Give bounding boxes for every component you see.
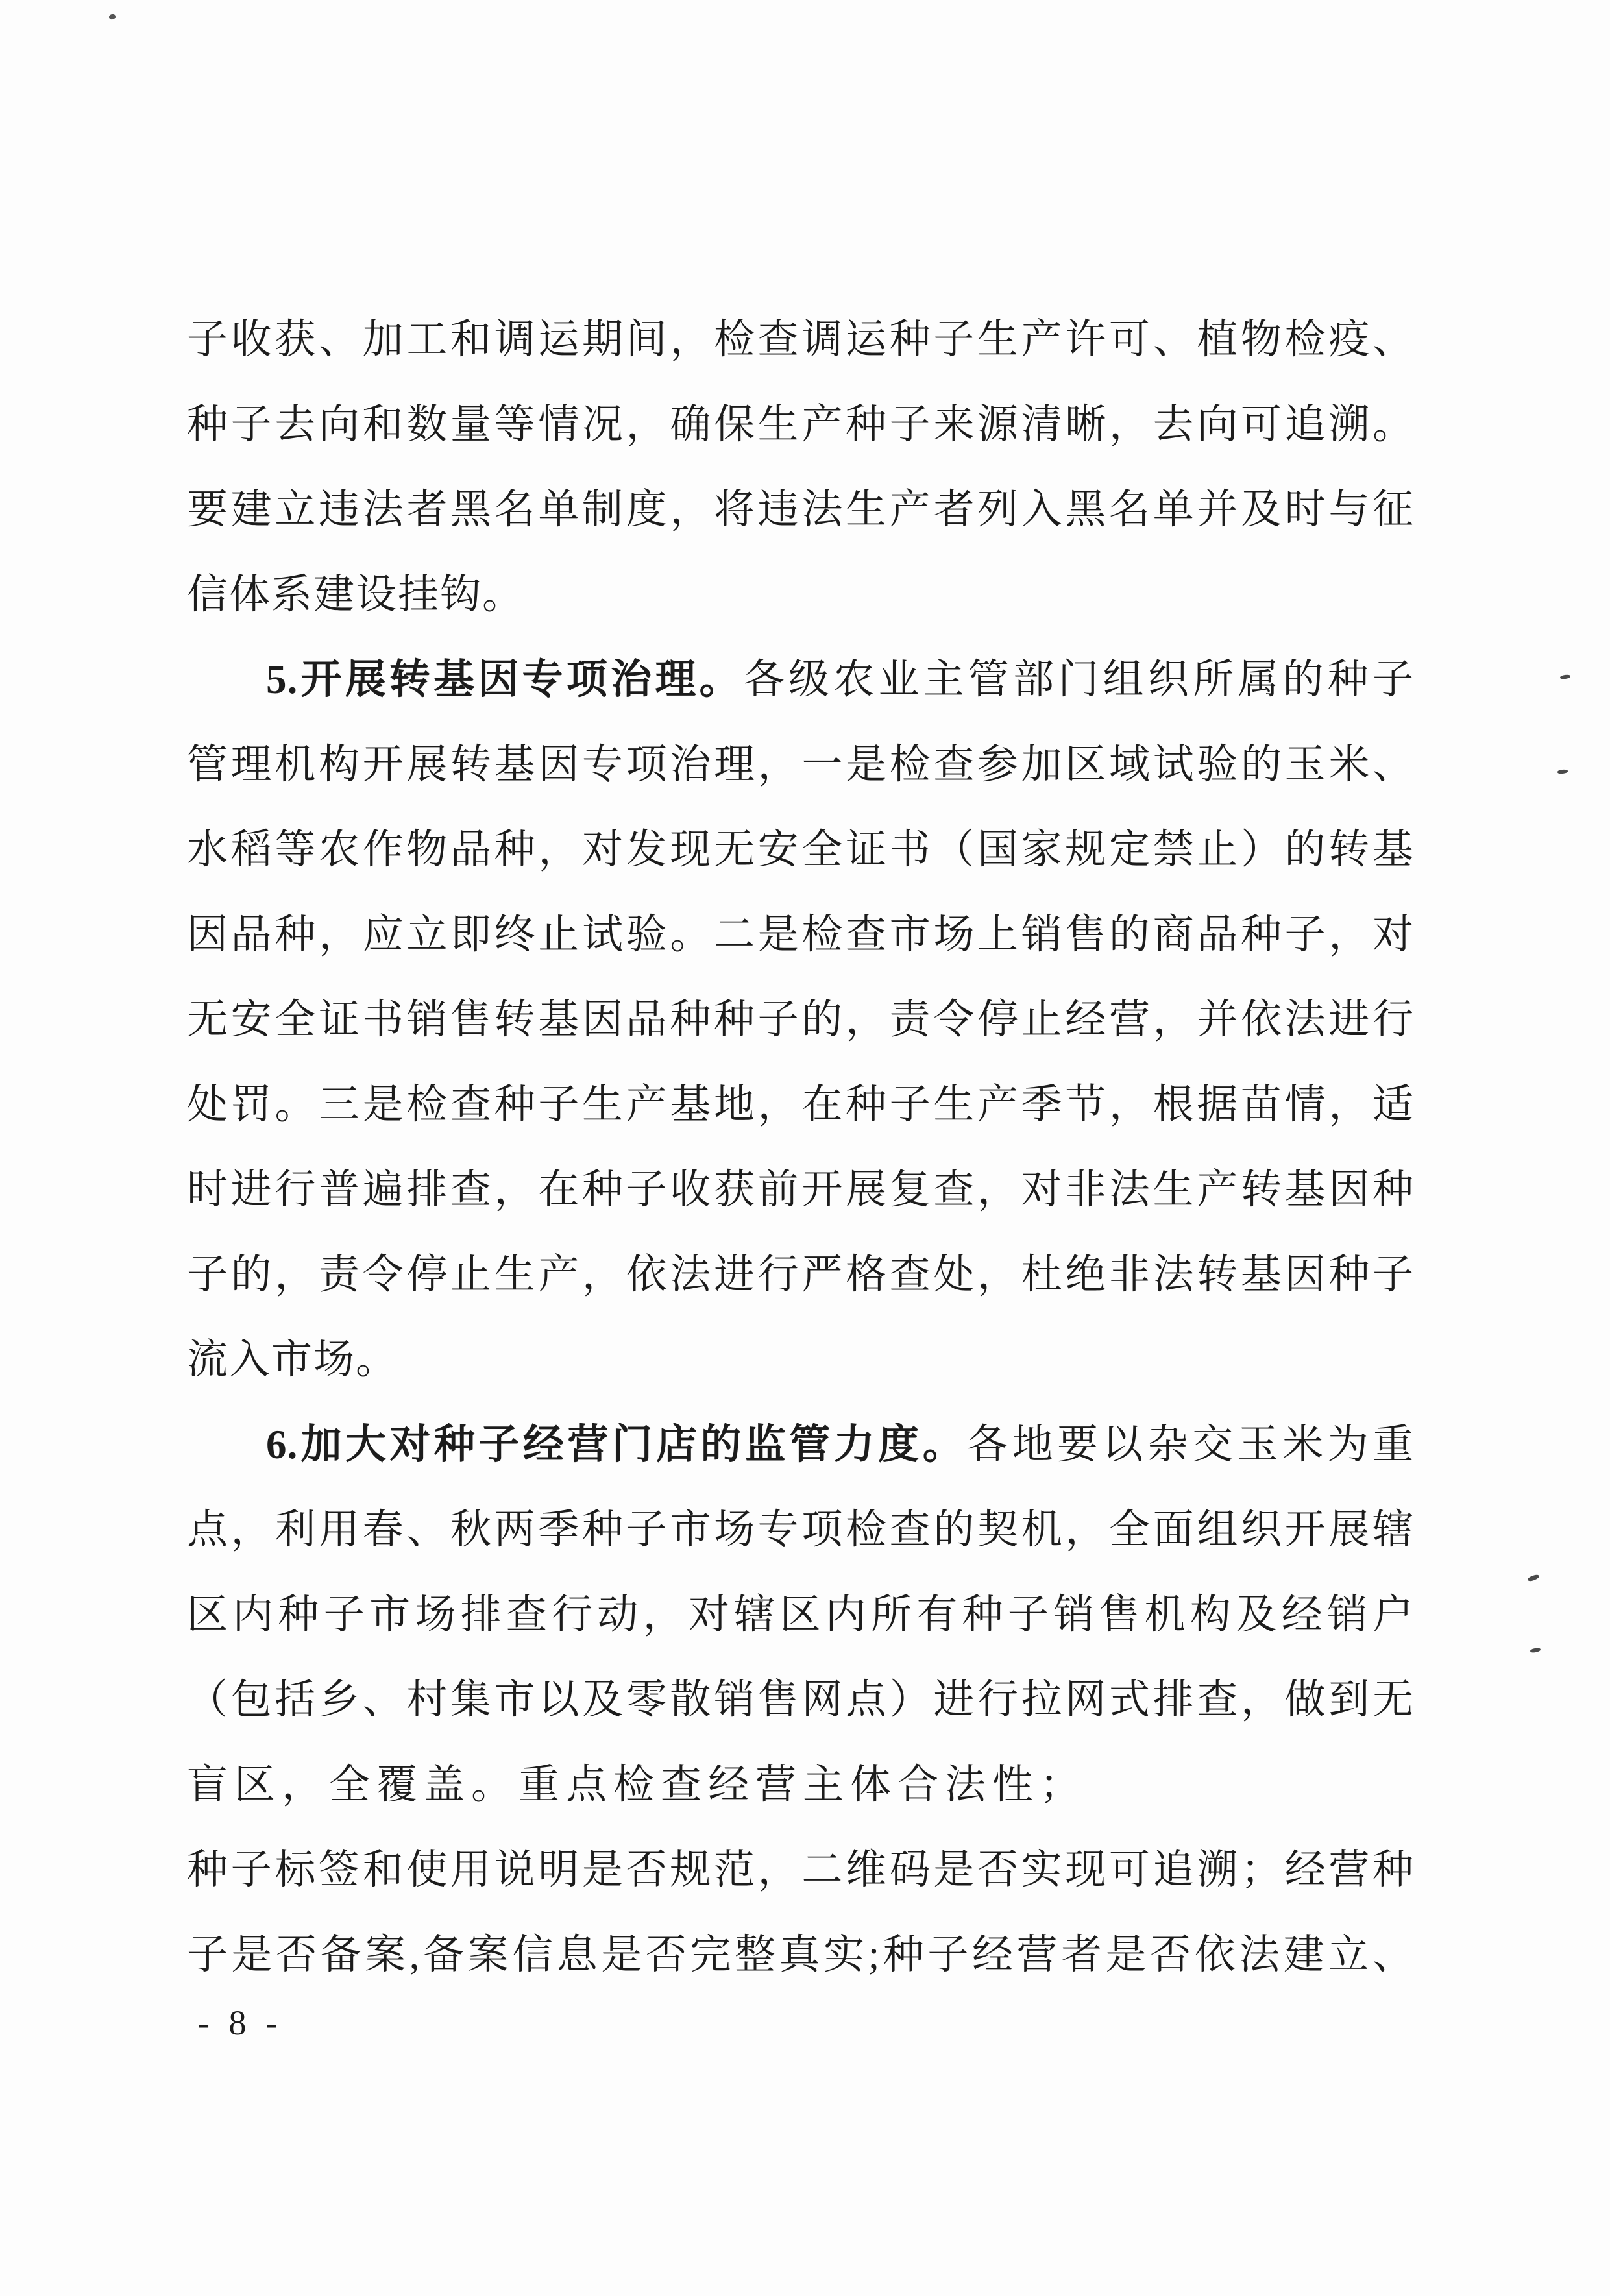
scan-artifact [108,14,116,20]
scan-artifact [1560,674,1571,679]
section-heading-line-6 [187,1402,1415,1487]
text-line: 信体系建设挂钩。 [187,572,524,617]
text-line: 种子去向和数量等情况，确保生产种子来源清晰，去向可追溯。 [187,402,1415,447]
section-5-title: 5.开展转基因专项治理。 [266,657,744,702]
text-line: 点，利用春、秋两季种子市场专项检查的契机，全面组织开展辖 [187,1507,1415,1552]
text-line: 因品种，应立即终止试验。二是检查市场上销售的商品种子，对 [187,912,1415,957]
text-line: 无安全证书销售转基因品种种子的，责令停止经营，并依法进行 [187,997,1415,1042]
text-line: 各级农业主管部门组织所属的种子 [743,657,1415,702]
text-line: 区内种子市场排查行动，对辖区内所有种子销售机构及经销户 [187,1592,1415,1637]
scan-artifact [1527,1574,1539,1582]
text-line: 子的，责令停止生产，依法进行严格查处，杜绝非法转基因种子 [187,1252,1415,1297]
text-line: 子收获、加工和调运期间，检查调运种子生产许可、植物检疫、 [187,317,1415,362]
text-line: 子是否备案,备案信息是否完整真实;种子经营者是否依法建立、 [187,1932,1415,1977]
text-line: 水稻等农作物品种，对发现无安全证书（国家规定禁止）的转基 [187,827,1415,872]
text-line: （包括乡、村集市以及零散销售网点）进行拉网式排查，做到无 [187,1677,1415,1722]
text-line: 处罚。三是检查种子生产基地，在种子生产季节，根据苗情，适 [187,1082,1415,1127]
text-line: 要建立违法者黑名单制度，将违法生产者列入黑名单并及时与征 [187,487,1415,532]
section-heading-line-5 [187,637,1415,722]
text-line: 种子标签和使用说明是否规范，二维码是否实现可追溯；经营种 [187,1847,1415,1892]
page-number: - 8 - [198,2003,282,2042]
text-line: 各地要以杂交玉米为重 [967,1422,1415,1467]
scan-artifact [1530,1648,1541,1654]
text-line: 时进行普遍排查，在种子收获前开展复查，对非法生产转基因种 [187,1167,1415,1212]
text-line: 盲区，全覆盖。重点检查经营主体合法性； [187,1762,1087,1807]
section-6-title: 6.加大对种子经营门店的监管力度。 [266,1422,968,1467]
scan-artifact [1557,769,1568,774]
document-body [187,297,1415,1997]
text-line: 管理机构开展转基因专项治理，一是检查参加区域试验的玉米、 [187,742,1415,787]
text-line: 流入市场。 [187,1337,398,1382]
